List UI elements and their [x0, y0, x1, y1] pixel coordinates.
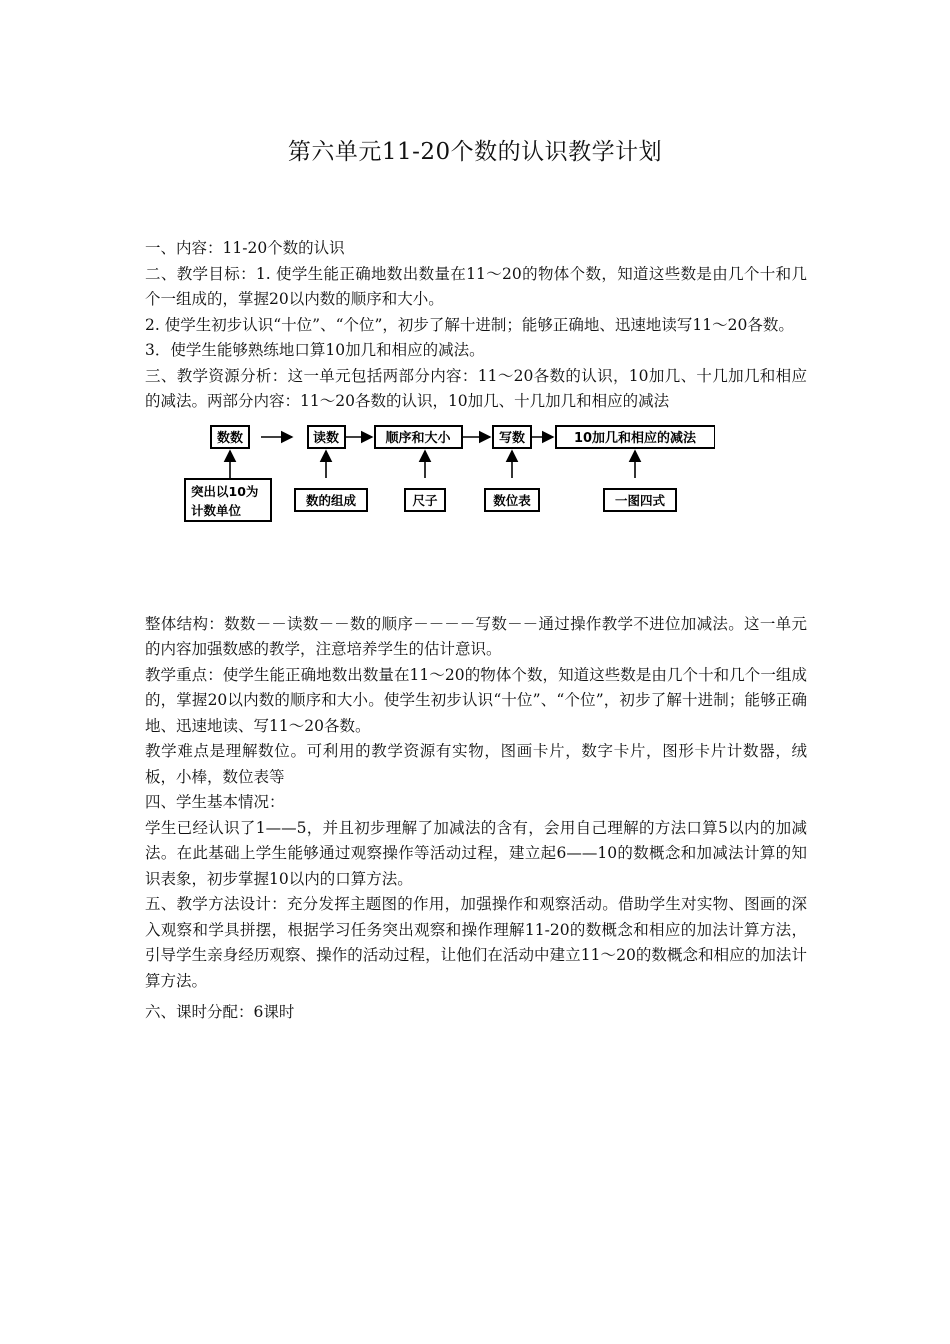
key-points: 教学重点：使学生能正确地数出数量在11～20的物体个数，知道这些数是由几个十和几个一组成的，掌握20以内数的顺序和大小。使学生初步认识“十位”、“个位”，初步了解十进制；能够正确地、迅速地读、写11～20各数。 [145, 665, 807, 735]
section-schedule: 六、课时分配：6课时 [145, 1003, 295, 1021]
svg-text:写数: 写数 [498, 430, 526, 446]
section-content: 一、内容：11-20个数的认识 [145, 239, 345, 257]
difficulty: 教学难点是理解数位。可利用的教学资源有实物，图画卡片，数字卡片，图形卡片计数器，绒板，小棒，数位表等 [145, 742, 807, 786]
svg-text:数数: 数数 [216, 430, 244, 446]
box-composition [295, 489, 367, 511]
box-count [211, 426, 249, 448]
goal-3: 3．使学生能够熟练地口算10加几和相应的减法。 [145, 341, 485, 359]
box-one-picture [604, 489, 676, 511]
support-arrows [230, 451, 635, 478]
students-detail: 学生已经认识了1——5，并且初步理解了加减法的含有，会用自己理解的方法口算5以内的加减法。在此基础上学生能够通过观察操作等活动过程，建立起6——10的数概念和加减法计算的知识表象，初步掌握10以内的口算方法。 [145, 818, 807, 888]
goal-2: 2. 使学生初步认识“十位”、“个位”，初步了解十进制；能够正确地、迅速地读写11～20各数。 [145, 315, 794, 334]
section-students: 四、学生基本情况： [145, 793, 285, 811]
svg-text:突出以10为: 突出以10为 [191, 483, 259, 499]
svg-text:一图四式: 一图四式 [614, 492, 666, 508]
flow-chart [175, 423, 715, 533]
box-place-table [485, 489, 539, 511]
svg-text:读数: 读数 [312, 430, 340, 446]
svg-text:计数单位: 计数单位 [191, 502, 242, 518]
box-write [493, 426, 531, 448]
svg-text:顺序和大小: 顺序和大小 [385, 430, 451, 446]
svg-text:数的组成: 数的组成 [305, 492, 357, 508]
overall-structure: 整体结构：数数－－读数－－数的顺序－－－－写数－－通过操作教学不进位加减法。这一单元的内容加强数感的教学，注意培养学生的估计意识。 [145, 614, 807, 658]
document-title: 第六单元11-20个数的认识教学计划 [287, 139, 663, 165]
svg-text:尺子: 尺子 [412, 492, 438, 508]
section-resources: 三、教学资源分析：这一单元包括两部分内容：11～20各数的认识，10加几、十几加几和相应的减法。两部分内容：11～20各数的认识，10加几、十几加几和相应的减法 [145, 366, 807, 410]
box-read [308, 426, 345, 448]
box-unit [185, 479, 271, 521]
box-add-sub [556, 426, 715, 448]
section-methods: 五、教学方法设计：充分发挥主题图的作用，加强操作和观察活动。借助学生对实物、图画的深入观察和学具拼摆，根据学习任务突出观察和操作理解11-20的数概念和相应的加法计算方法，引导学生亲身经历观察、操作的活动过程，让他们在活动中建立11～20的数概念和相应的加法计算方法。 [145, 895, 807, 990]
box-ruler [405, 489, 445, 511]
section-goals: 二、教学目标：1. 使学生能正确地数出数量在11～20的物体个数，知道这些数是由几个十和几个一组成的，掌握20以内数的顺序和大小。 [145, 264, 807, 308]
svg-text:10加几和相应的减法: 10加几和相应的减法 [573, 430, 697, 446]
document-body [145, 236, 807, 1026]
box-order [375, 426, 462, 448]
structure-diagram [145, 415, 807, 612]
svg-text:数位表: 数位表 [493, 492, 531, 508]
